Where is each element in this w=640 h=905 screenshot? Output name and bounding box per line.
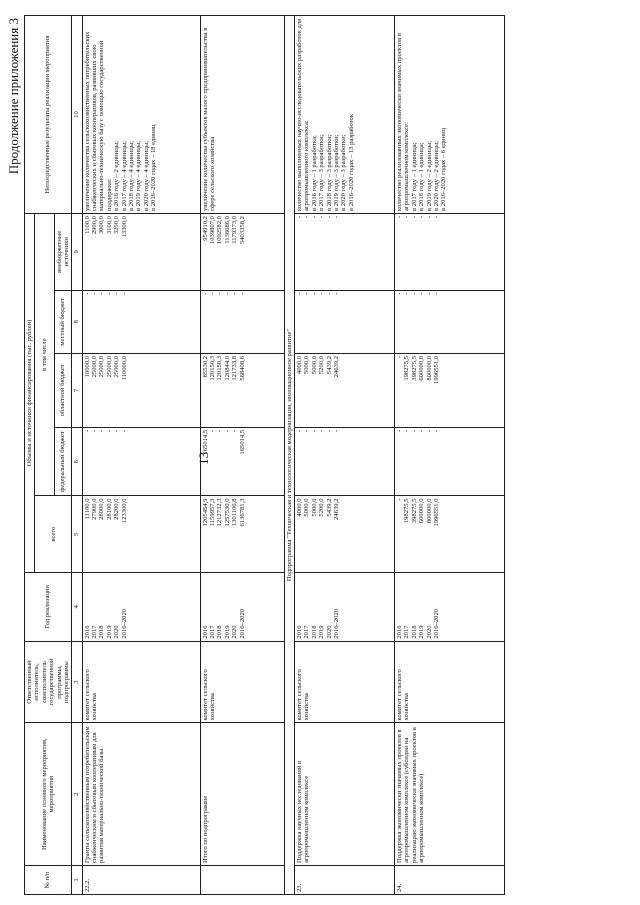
row-years: 2016 2017 2018 2019 2020 2016–2020: [395, 573, 505, 642]
program-table: [24, 15, 505, 895]
colnum: 10: [72, 16, 82, 214]
header-total: всего: [35, 496, 72, 573]
row-name: Поддержка экономически значимых проектов в агропромышленном комплексе (субсидии на реализацию экономически значимых проектов в агропромышленном комплексе): [395, 723, 505, 866]
column-numbers-row: [72, 16, 82, 895]
row-num: 24.: [395, 865, 505, 894]
header-executor: Ответственный исполнитель, соисполнитель государственной программы, подпрограммы: [25, 641, 72, 723]
row-years: 2016 2017 2018 2019 2020 2016–2020: [295, 573, 395, 642]
row-federal: 165014,5 - - - - 165014,5: [200, 427, 284, 496]
header-name: Наименование основного мероприятия, мероприятия: [25, 723, 72, 866]
row-local: - - - - - -: [200, 290, 284, 353]
row-executor: комитет сельского хозяйства: [395, 641, 505, 723]
colnum: 7: [72, 353, 82, 427]
row-result: количество выполненных научно-исследовательских разработок для агропромышленного комплекса: в 2016 году – 1 разработка; в 2017 году – 3 разработки; в 2018 году – 3 разработки; в 2019 году – 3 разработки; в 2020 году – 3 разработки; в 2016–2020 годах – 13 разработок: [295, 16, 395, 214]
row-extra: - - - - - -: [295, 214, 395, 291]
header-extra: внебюджетные источники: [54, 214, 72, 291]
colnum: 3: [72, 641, 82, 723]
row-num: 22.2.: [82, 865, 200, 894]
row-total: 1205454,9 1159957,3 1212732,3 1257530,0 1301106,8 6136781,3: [200, 496, 284, 573]
subprogram-title: Подпрограмма "Техническая и технологическая модернизация, инновационное развитие": [284, 16, 294, 895]
row-regional: 10000,0 25000,0 25000,0 25000,0 25000,0 110000,0: [82, 353, 200, 427]
row-name: Гранты сельскохозяйственным потребительским снабженческим и сбытовым кооперативам для развития материально-технической базы: [82, 723, 200, 866]
header-local: местный бюджет: [54, 290, 72, 353]
row-local: - - - - - -: [295, 290, 395, 353]
row-total: 11100,0 27900,0 28000,0 28100,0 28200,0 123300,0: [82, 496, 200, 573]
header-results: Непосредственные результаты реализации мероприятия: [25, 16, 72, 214]
table-row: [295, 16, 395, 895]
table-row: [82, 16, 200, 895]
table-row: [395, 16, 505, 895]
colnum: 4: [72, 573, 82, 642]
row-total: 4000,0 5000,0 5000,0 5200,0 5439,2 24639,2: [295, 496, 395, 573]
row-num: [200, 865, 284, 894]
row-result: увеличение количества сельскохозяйственных потребительских снабженческих и сбытовых кооперативов, развивших свою материально-техническую базу с помощью государственной поддержки: в 2016 году – 2 единицы; в 2017 году – 4 единицы; в 2018 году – 4 единицы; в 2019 году – 4 единицы; в 2020 году – 4 единицы; в 2016–2020 годах – 18 единиц: [82, 16, 200, 214]
row-federal: - - - - - -: [395, 427, 505, 496]
row-local: - - - - - -: [82, 290, 200, 353]
header-federal: федеральный бюджет: [54, 427, 72, 496]
colnum: 8: [72, 290, 82, 353]
row-regional: 4000,0 5000,0 5000,0 5200,0 5439,2 24639,2: [295, 353, 395, 427]
row-name: Итого по подпрограмме: [200, 723, 284, 866]
row-regional: - 198275,5 398275,5 600000,0 800000,0 1996551,0: [395, 353, 505, 427]
appendix-title: Продолжение приложения 3: [6, 18, 21, 175]
row-extra: 1100,0 2900,0 3000,0 3100,0 3200,0 13300,0: [82, 214, 200, 291]
row-local: - - - - - -: [395, 290, 505, 353]
colnum: 1: [72, 865, 82, 894]
row-extra: 954910,2 1039807,0 1092582,0 1136686,0 1179373,0 5403358,2: [200, 214, 284, 291]
row-regional: 85530,2 120150,3 120150,3 120844,0 121733,8 568408,6: [200, 353, 284, 427]
row-executor: комитет сельского хозяйства: [200, 641, 284, 723]
header-including: в том числе: [35, 214, 54, 496]
header-num: № п/п: [25, 865, 72, 894]
row-extra: - - - - - -: [395, 214, 505, 291]
row-federal: - - - - - -: [295, 427, 395, 496]
row-years: 2016 2017 2018 2019 2020 2016–2020: [82, 573, 200, 642]
row-result: увеличение количества субъектов малого предпринимательства в сфере сельского хозяйства: [200, 16, 284, 214]
page-number: 13: [196, 452, 211, 465]
row-total: - 198275,5 398275,5 600000,0 800000,0 1996551,0: [395, 496, 505, 573]
subprogram-row: [284, 16, 294, 895]
row-executor: комитет сельского хозяйства: [295, 641, 395, 723]
header-funding: Объемы и источники финансирования (тыс. рублей): [25, 214, 35, 573]
header-regional: областной бюджет: [54, 353, 72, 427]
header-year: Год реализации: [25, 573, 72, 642]
row-name: Поддержка научных исследований в агропромышленном комплексе: [295, 723, 395, 866]
colnum: 2: [72, 723, 82, 866]
colnum: 6: [72, 427, 82, 496]
header-row-1: [25, 16, 35, 895]
colnum: 9: [72, 214, 82, 291]
row-num: 23.: [295, 865, 395, 894]
row-result: количество реализованных экономически значимых проектов в агропромышленном комплексе: в 2017 году – 1 единица; в 2018 году – 1 единица; в 2019 году – 2 единицы; в 2020 году – 2 единицы; в 2016–2020 годах – 6 единиц: [395, 16, 505, 214]
table-row: [200, 16, 284, 895]
row-years: 2016 2017 2018 2019 2020 2016–2020: [200, 573, 284, 642]
row-executor: комитет сельского хозяйства: [82, 641, 200, 723]
colnum: 5: [72, 496, 82, 573]
row-federal: - - - - - -: [82, 427, 200, 496]
